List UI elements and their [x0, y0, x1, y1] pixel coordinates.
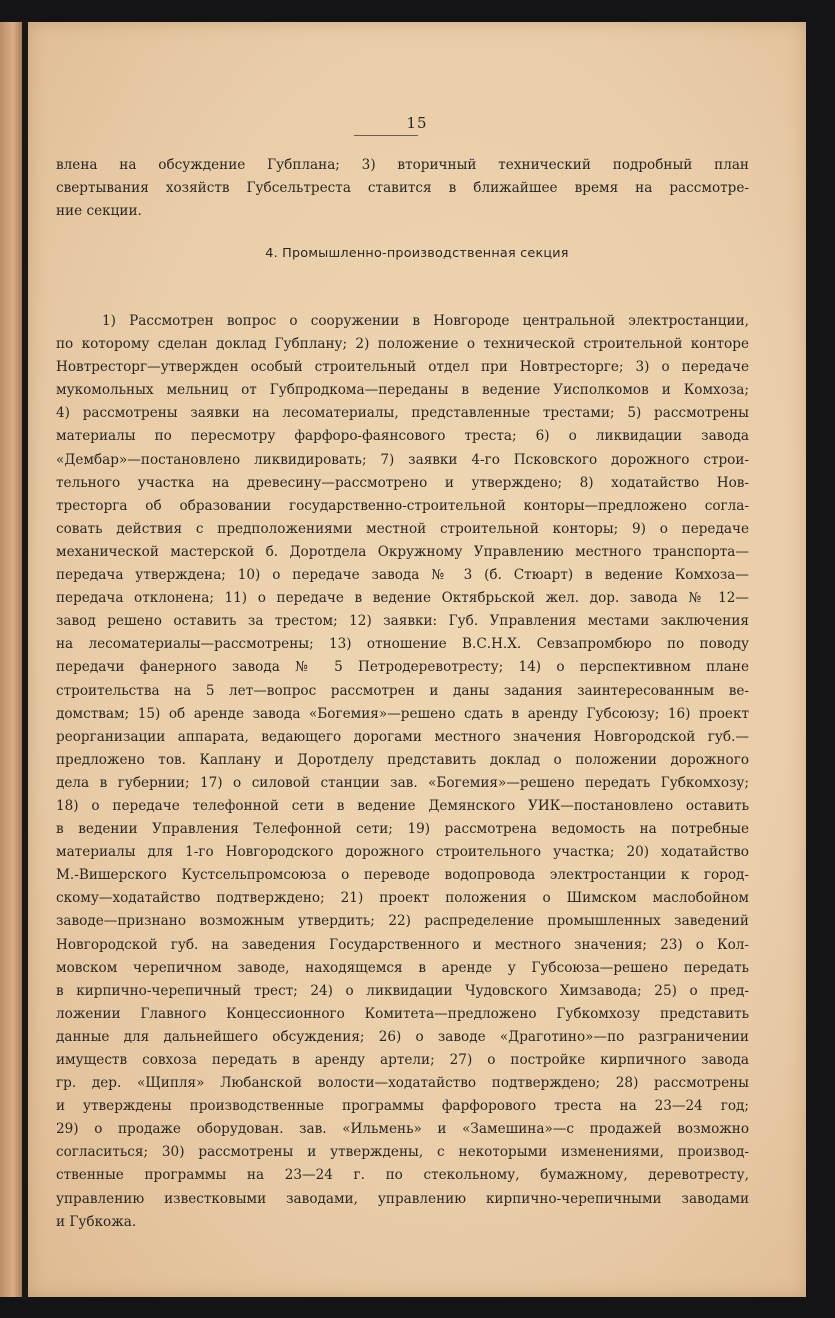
text-line: строительства на 5 лет—вопрос рассмотрен и даны задания заинтересованным ве-	[56, 682, 749, 699]
text-line: завод решено оставить за трестом; 12) заявки: Губ. Управления местами заключения	[56, 613, 749, 630]
text-line: передача отклонена; 11) о передаче в ведение Октябрьской жел. дор. завода № 12—	[56, 590, 749, 607]
text-line: дела в губернии; 17) о силовой станции зав. «Богемия»—решено передать Губкомхозу;	[56, 774, 749, 791]
text-line: свертывания хозяйств Губсельтреста ставится в ближайшее время на рассмотре-	[56, 180, 749, 197]
text-line: влена на обсуждение Губплана; 3) вторичный технический подробный план	[56, 157, 749, 173]
text-line: согласиться; 30) рассмотрены и утверждены, с некоторыми изменениями, производ-	[56, 1144, 749, 1161]
text-line: 18) о передаче телефонной сети в ведение Демянского УИК—постановлено оставить	[56, 797, 749, 814]
intro-paragraph	[56, 154, 749, 223]
text-line: механической мастерской б. Доротдела Окружному Управлению местного транспорта—	[56, 543, 749, 560]
text-line: тресторга об образовании государственно-строительной конторы—предложено согла-	[56, 497, 749, 514]
text-line: передача утверждена; 10) о передаче завода № 3 (б. Стюарт) в ведение Комхоза—	[56, 567, 749, 584]
text-line: тельного участка на древесину—рассмотрено и утверждено; 8) ходатайство Нов-	[56, 474, 749, 491]
text-line: Новтресторг—утвержден особый строительный отдел при Новтресторге; 3) о передаче	[56, 359, 749, 376]
text-line: 1) Рассмотрен вопрос о сооружении в Новгороде центральной электростанции,	[102, 313, 749, 329]
text-line: имуществ совхоза передать в аренду артели; 27) о постройке кирпичного завода	[56, 1052, 749, 1068]
text-line: мукомольных мельниц от Губпродкома—переданы в ведение Уисполкомов и Комхоза;	[56, 382, 749, 399]
text-line: данные для дальнейшего обсуждения; 26) о заводе «Драготино»—по разграничении	[56, 1028, 749, 1045]
text-line: и Губкожа.	[56, 1213, 137, 1230]
text-line: заводе—признано возможным утвердить; 22) распределение промышленных заведений	[56, 913, 749, 930]
text-line: М.-Вишерского Кустсельпромсоюза о переводе водопровода электростанции к город-	[56, 867, 749, 884]
text-line: предложено тов. Каплану и Доротделу представить доклад о положении дорожного	[56, 751, 749, 768]
text-line: материалы для 1-го Новгородского дорожного строительного участка; 20) ходатайство	[56, 844, 749, 861]
text-line: ственные программы на 23—24 г. по стекольному, бумажному, деревотресту,	[56, 1167, 749, 1184]
text-line: на лесоматериалы—рассмотрены; 13) отношение В.С.Н.Х. Севзапромбюро по поводу	[56, 636, 749, 653]
text-line: по которому сделан доклад Губплану; 2) положение о технической строительной конторе	[56, 336, 749, 353]
page-number: 15	[406, 114, 428, 132]
text-line: ложении Главного Концессионного Комитета—предложено Губкомхозу представить	[56, 1005, 749, 1022]
text-line: и утверждены производственные программы фарфорового треста на 23—24 год;	[56, 1098, 749, 1115]
text-line: Новгородской губ. на заведения Государственного и местного значения; 23) о Кол-	[56, 936, 749, 953]
text-line: реорганизации аппарата, ведающего дорогами местного значения Новгородской губ.—	[56, 728, 749, 745]
book-page	[28, 22, 806, 1297]
text-line: домствам; 15) об аренде завода «Богемия»—решено сдать в аренду Губсоюзу; 16) проект	[56, 705, 749, 722]
text-line: передачи фанерного завода № 5 Петродеревотресту; 14) о перспективном плане	[56, 659, 749, 676]
text-line: гр. дер. «Щипля» Любанской волости—ходатайство подтверждено; 28) рассмотрены	[56, 1075, 749, 1092]
page-number-rule	[354, 135, 418, 136]
text-line: мовском черепичном заводе, находящемся в аренде у Губсоюза—решено передать	[56, 959, 749, 976]
text-line: скому—ходатайство подтверждено; 21) проект положения о Шимском маслобойном	[56, 890, 749, 907]
text-line: управлению известковыми заводами, управлению кирпично-черепичными заводами	[56, 1190, 749, 1207]
text-line: 29) о продаже оборудован. зав. «Ильмень» и «Замешина»—с продажей возможно	[56, 1121, 749, 1138]
section-heading: 4. Промышленно-производственная секция	[265, 246, 569, 261]
text-line: «Дембар»—постановлено ликвидировать; 7) заявки 4-го Псковского дорожного строи-	[56, 451, 749, 468]
section-paragraph	[56, 310, 749, 1234]
text-line: в кирпично-черепичный трест; 24) о ликвидации Чудовского Химзавода; 25) о пред-	[56, 982, 749, 999]
text-line: 4) рассмотрены заявки на лесоматериалы, представленные трестами; 5) рассмотрены	[56, 405, 749, 422]
previous-page-edge	[0, 22, 22, 1297]
text-line: совать действия с предположениями местной строительной конторы; 9) о передаче	[56, 520, 749, 537]
text-line: в ведении Управления Телефонной сети; 19) рассмотрена ведомость на потребные	[56, 821, 749, 838]
text-line: материалы по пересмотру фарфоро-фаянсового треста; 6) о ликвидации завода	[56, 428, 749, 445]
text-line: ние секции.	[56, 203, 142, 220]
